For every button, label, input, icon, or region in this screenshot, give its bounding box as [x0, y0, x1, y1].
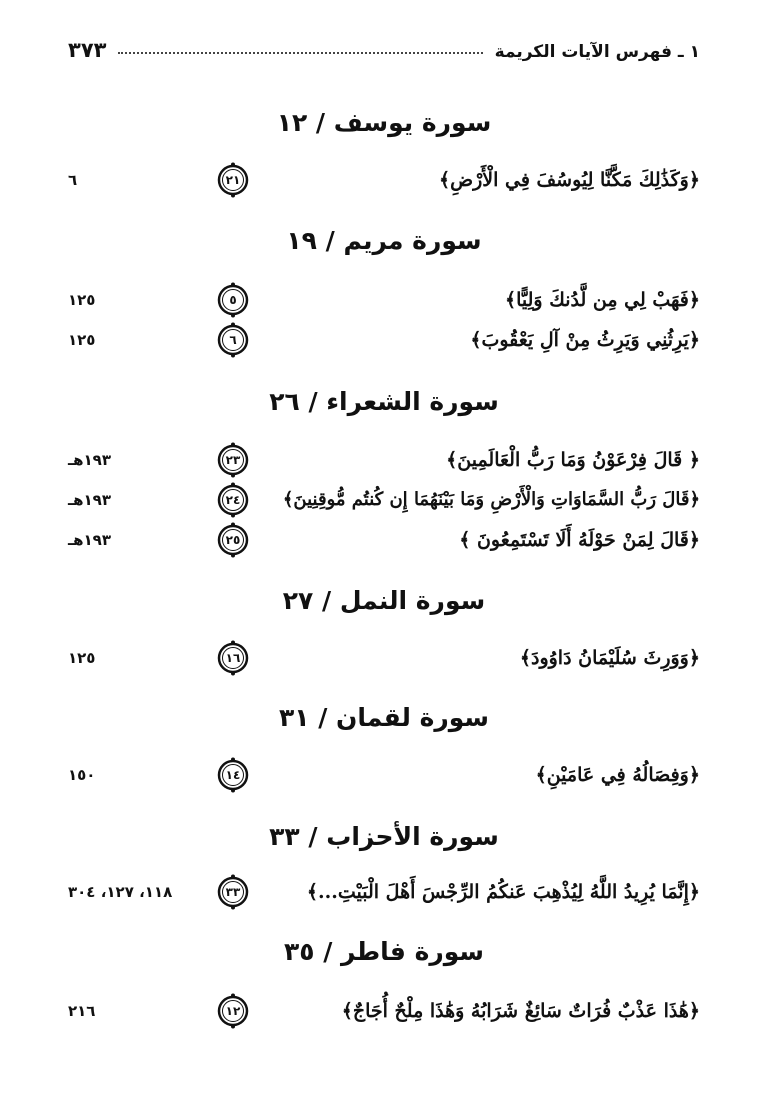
- ayah-number-medallion: [215, 162, 251, 198]
- surah-title: سورة النمل / ٢٧: [282, 586, 486, 615]
- verse-text: ﴿قَالَ لِمَنْ حَوْلَهُ أَلَا تَسْتَمِعُونَ ﴾: [459, 529, 700, 551]
- verse-text: ﴿ قَالَ فِرْعَوْنُ وَمَا رَبُّ الْعَالَمِينَ﴾: [446, 449, 700, 471]
- verse-text: ﴿إِنَّمَا يُرِيدُ اللَّهُ لِيُذْهِبَ عَنكُمُ الرِّجْسَ أَهْلَ الْبَيْتِ...﴾: [306, 881, 700, 903]
- ayah-number-medallion: [215, 993, 251, 1029]
- verse-text: ﴿فَهَبْ لِي مِن لَّدُنكَ وَلِيًّا﴾: [504, 289, 700, 311]
- verse-text: ﴿وَوَرِثَ سُلَيْمَانُ دَاوُودَ﴾: [519, 647, 700, 669]
- ayah-number: ١٤: [225, 768, 241, 782]
- verse-entry: [68, 320, 700, 360]
- page-references: ١٢٥: [68, 331, 96, 349]
- surah-title: سورة الشعراء / ٢٦: [269, 387, 499, 416]
- verse-entry: [68, 638, 700, 678]
- page-header: [68, 30, 700, 62]
- ayah-number: ٢٣: [225, 453, 241, 467]
- verse-entry: [68, 755, 700, 795]
- ayah-number: ٢٤: [225, 493, 241, 507]
- verse-entry: [68, 440, 700, 480]
- surah-title: سورة يوسف / ١٢: [276, 108, 492, 137]
- page-references: ١٥٠: [68, 766, 96, 784]
- ayah-number: ١٢: [225, 1004, 241, 1018]
- ayah-number: ١٦: [225, 651, 241, 665]
- surah-title: سورة مريم / ١٩: [286, 226, 482, 255]
- ayah-number: ٦: [229, 333, 237, 347]
- ayah-number: ٢١: [225, 173, 241, 187]
- page-references: ١٩٣هـ: [68, 491, 111, 509]
- ayah-number-medallion: [215, 522, 251, 558]
- verse-text: ﴿وَكَذَٰلِكَ مَكَّنَّا لِيُوسُفَ فِي الْأَرْضِ﴾: [438, 169, 700, 191]
- ayah-number: ٢٥: [225, 533, 241, 547]
- ayah-number-medallion: [215, 640, 251, 676]
- ayah-number-medallion: [215, 442, 251, 478]
- verse-entry: [68, 872, 700, 912]
- page-references: ٢١٦: [68, 1002, 96, 1020]
- verse-text: ﴿وَفِصَالُهُ فِي عَامَيْنِ﴾: [535, 764, 700, 786]
- surah-title: سورة لقمان / ٣١: [278, 703, 490, 732]
- ayah-number-medallion: [215, 874, 251, 910]
- surah-title: سورة الأحزاب / ٣٣: [269, 822, 499, 851]
- ayah-number-medallion: [215, 482, 251, 518]
- page-references: ١٢٥: [68, 291, 96, 309]
- page-references: ٦: [68, 171, 78, 189]
- verse-entry: [68, 280, 700, 320]
- page-references: ١١٨، ١٢٧، ٣٠٤: [68, 883, 173, 901]
- ayah-number-medallion: [215, 282, 251, 318]
- surah-title: سورة فاطر / ٣٥: [283, 937, 485, 966]
- verse-text: ﴿هَٰذَا عَذْبٌ فُرَاتٌ سَائِغٌ شَرَابُهُ وَهَٰذَا مِلْحٌ أُجَاجٌ﴾: [341, 1000, 700, 1022]
- page-references: ١٩٣هـ: [68, 451, 111, 469]
- page-references: ١٩٣هـ: [68, 531, 111, 549]
- ayah-number: ٣٣: [225, 885, 241, 899]
- ayah-number-medallion: [215, 322, 251, 358]
- verse-entry: [68, 160, 700, 200]
- page-references: ١٢٥: [68, 649, 96, 667]
- ayah-number: ٥: [229, 293, 237, 307]
- verse-entry: [68, 991, 700, 1031]
- verse-text: ﴿قَالَ رَبُّ السَّمَاوَاتِ وَالْأَرْضِ وَمَا بَيْنَهُمَا إِن كُنتُم مُّوقِنِينَ﴾: [282, 489, 700, 510]
- page-number: ٣٧٣: [68, 38, 107, 62]
- dotted-leader: [118, 52, 482, 54]
- verse-text: ﴿يَرِثُنِي وَيَرِثُ مِنْ آلِ يَعْقُوبَ﴾: [470, 329, 700, 351]
- ayah-number-medallion: [215, 757, 251, 793]
- verse-entry: [68, 520, 700, 560]
- index-title: ١ ـ فهرس الآيات الكريمة: [494, 42, 700, 62]
- verse-entry: [68, 480, 700, 520]
